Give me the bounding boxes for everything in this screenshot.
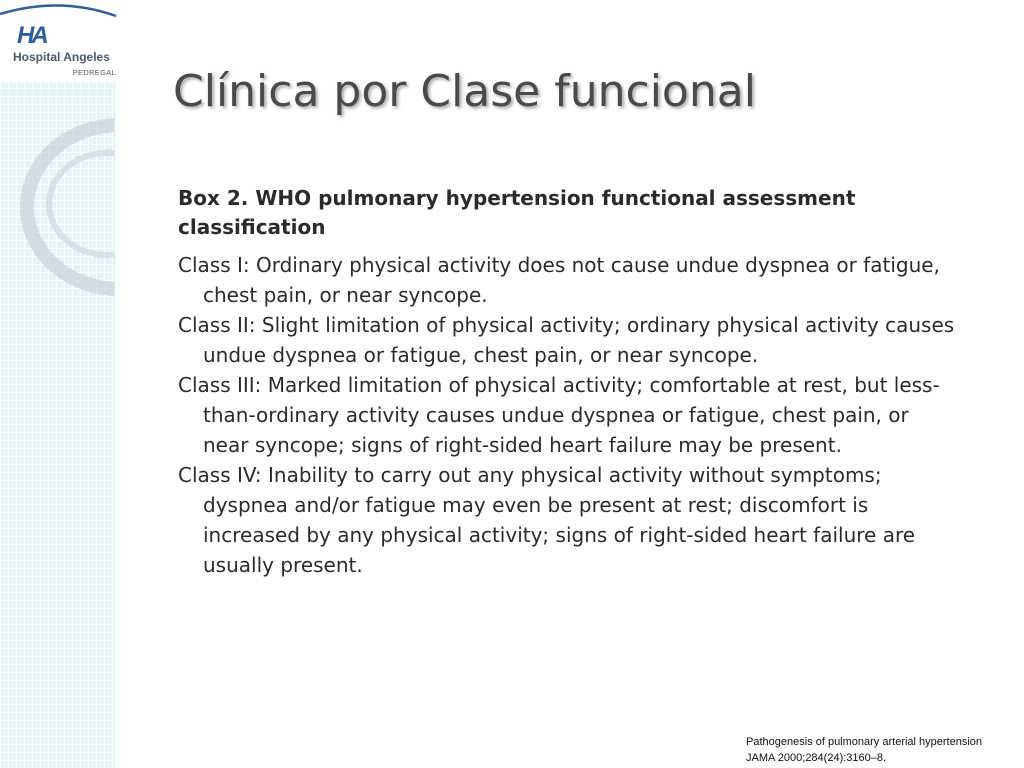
citation-title: Pathogenesis of pulmonary arterial hypertension <box>746 736 983 748</box>
citation-reference: JAMA 2000;284(24):3160–8. <box>746 752 887 764</box>
slide-title: Clínica por Clase funcional <box>173 66 756 117</box>
class-i-item: Class I: Ordinary physical activity does not cause undue dyspnea or fatigue, chest pain, or near syncope. <box>178 253 940 307</box>
class-iv-item: Class IV: Inability to carry out any physical activity without symptoms; dyspnea and/or fatigue may even be present at rest; discomfort is increased by any physical activity; signs of right-sided heart failure are usually present. <box>178 463 916 577</box>
logo-swoosh-icon <box>0 0 122 24</box>
box-title: Box 2. WHO pulmonary hypertension functional assessment classification <box>178 186 856 239</box>
class-iii-item: Class III: Marked limitation of physical activity; comfortable at rest, but less-than-ordinary activity causes undue dyspnea or fatigue, chest pain, or near syncope; signs of right-sided heart failure may be present. <box>178 373 940 457</box>
logo-mark: HA <box>17 22 46 49</box>
logo-subtitle: PEDREGAL <box>72 68 116 77</box>
decorative-sidebar <box>0 0 115 768</box>
logo-name: Hospital Angeles <box>13 50 110 64</box>
classification-box <box>178 184 958 580</box>
citation <box>746 734 982 766</box>
hospital-logo <box>0 0 122 82</box>
class-ii-item: Class II: Slight limitation of physical activity; ordinary physical activity causes undue dyspnea or fatigue, chest pain, or near syncope. <box>178 313 955 367</box>
